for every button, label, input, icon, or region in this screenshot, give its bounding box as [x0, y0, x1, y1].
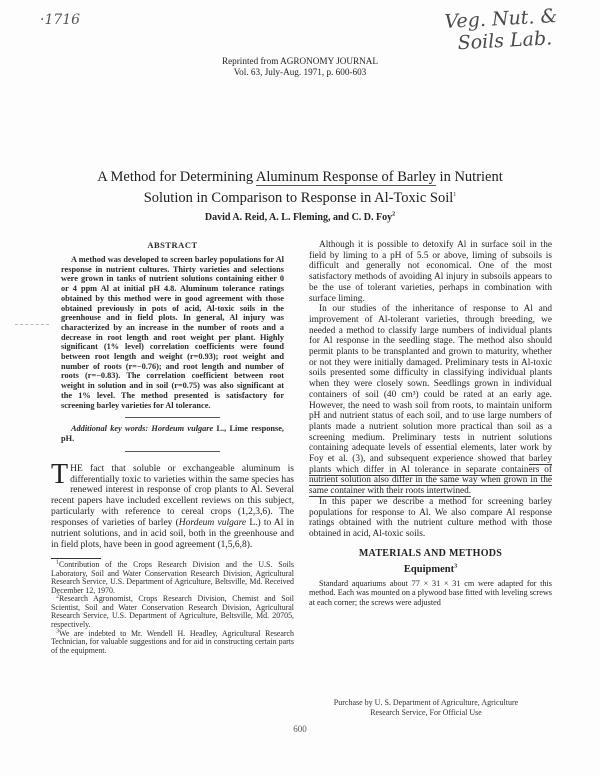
purchase-notice — [300, 698, 552, 717]
abstract-body: A method was developed to screen barley populations for Al response in nutrient cultures. Thirty varieties and selections were grown in tanks of nutrient solutions containing either 0 or 4 ppm Al at initial pH 4.8. Aluminum tolerance ratings obtained by this method were in good agreement with those obtained previously in pots of acid, Al-toxic soils in the greenhouse and in field plots. In general, Al injury was characterized by an increase in the number of roots and a decrease in root length and root weight per plant. Highly significant (1% level) correlation coefficients were found between root length and weight (r=0.93); root weight and number of roots (r=−0.76); and root length and number of roots (r=−0.83). The correlation coefficient between root weight in solution and in soil (r=0.75) was also significant at the 1% level. The method presented is satisfactory for screening barley varieties for Al tolerance. — [61, 255, 284, 410]
reprint-line2: Vol. 63, July-Aug. 1971, p. 600-603 — [233, 67, 367, 77]
subsection-heading — [309, 564, 552, 576]
reprint-line1: Reprinted from AGRONOMY JOURNAL — [221, 56, 379, 66]
authors-text: David A. Reid, A. L. Fleming, and C. D. Foy — [204, 212, 393, 223]
title-footnote-mark: 1 — [453, 192, 457, 199]
paragraph: Standard aquariums about 77 × 31 × 31 cm were adapted for this method. Each was mounted on a plywood base fitted with leveling screws at each corner; the screws were adjusted — [309, 578, 552, 607]
authors — [0, 212, 600, 224]
section-heading: MATERIALS AND METHODS — [358, 547, 503, 559]
abstract-heading: ABSTRACT — [147, 240, 198, 250]
divider — [125, 417, 220, 418]
footnote-mark: 2 — [56, 593, 59, 600]
right-column-text — [309, 240, 552, 540]
title-line2: Solution in Comparison to Response in Al-Toxic Soil — [143, 190, 454, 206]
paragraph: In this paper we describe a method for screening barley populations for response to Al. We also compare Al response ratings obtained with the nutrient culture method with those obtained in acid, Al-toxic soils. — [309, 496, 552, 539]
introduction — [51, 458, 294, 551]
equipment-text — [309, 579, 552, 608]
key-words — [61, 424, 284, 443]
paragraph — [309, 304, 552, 497]
purchase-line1: Purchase by U. S. Department of Agriculture, Agriculture — [333, 698, 519, 707]
paragraph: Although it is possible to detoxify Al in surface soil in the field by liming to a pH of 5.5 or above, liming of subsoils is difficult and generally not economical. One of the most satisfactory methods of avoiding Al injury in subsoils appears to be the use of tolerant varieties, perhaps in combination with surface liming. — [309, 240, 552, 304]
abstract — [61, 240, 284, 410]
page-number: 600 — [293, 724, 307, 734]
divider — [125, 451, 220, 452]
underlined-passage: barley plants which differ in Al tolerance in separate containers of nutrient solution also differ in the same way when grown in the same container with their roots intertwined. — [309, 454, 552, 497]
intro-text-a: HE fact that soluble or exchangeable aluminum is differentially toxic to varieties within the same species has renewed interest in response of crop plants to Al. Several recent papers have included excellent reviews on this subject, particularly with reference to cereal crops (1,2,3,6). The responses of varieties of barley ( — [51, 463, 294, 529]
title-underlined: Aluminum Response of Barley — [255, 169, 436, 185]
footnotes — [51, 561, 294, 656]
key-words-rest: L., Lime response, pH. — [61, 424, 285, 443]
footnote-text: Research Agronomist, Crops Research Division, Chemist and Soil Scientist, Soil and Water Conservation Research Division, Agricultural Research Service, U.S. Department of Agriculture, Beltsville, Md. 20705, respectively. — [51, 594, 294, 630]
footnote-mark: 1 — [56, 559, 59, 566]
footnote — [51, 595, 294, 629]
paragraph-text: In our studies of the inheritance of response to Al and improvement of Al-tolerant varieties, through breeding, we needed a method to classify large numbers of individual plants for Al response in the seedling stage. The method also should permit plants to be transplanted and grown to maturity, whether or not they were initially damaged. Preliminary tests in Al-toxic soils presented some difficulty in classifying individual plants when they were closely sown. Seedlings grown in individual containers of soil (40 cm³) could be rated at an early age. However, the need to wash soil from roots, to maintain uniform pH and nutrient status of each soil, and to use large numbers of plants made a nutrient solution more practical than soil as a screening medium. Preliminary tests in nutrient solutions containing adequate levels of essential elements, later work by Foy et al. (3), and subsequent experience showed that — [309, 304, 552, 465]
handwritten-note — [444, 5, 559, 55]
intro-text-b: L.) to Al in nutrient solutions, and in acid soil, both in the greenhouse and in field plots, have been in good agreement (1,5,6,8). — [51, 518, 294, 550]
key-words-species: Hordeum vulgare — [151, 424, 214, 434]
handwritten-note-line2: Soils Lab. — [457, 27, 553, 55]
left-column — [51, 240, 294, 655]
footnote-text: Contribution of the Crops Research Division and the U.S. Soils Laboratory, Soil and Water Conservation Research Division, Agricultural Research Service, U.S. Department of Agriculture, Beltsville, Md. Received December 12, 1970. — [51, 559, 294, 595]
reprint-notice — [0, 56, 600, 78]
right-column — [309, 240, 552, 607]
intro-species: Hordeum vulgare — [178, 518, 247, 529]
handwritten-note-line1: Veg. Nut. & — [443, 5, 558, 33]
footnote-mark: 3 — [56, 628, 59, 635]
footnote-text: We are indebted to Mr. Wendell H. Headley, Agricultural Research Technician, for valuable suggestions and for aid in constructing certain parts of the equipment. — [51, 628, 294, 655]
subsection-footnote-mark: 3 — [454, 563, 458, 570]
footnote — [51, 630, 294, 656]
paper-title — [0, 167, 600, 209]
pencil-mark — [15, 324, 49, 326]
title-part2: in Nutrient — [435, 169, 503, 185]
handwritten-number: ·1716 — [40, 12, 81, 28]
purchase-line2: Research Service, For Official Use — [370, 707, 482, 717]
title-part1: A Method for Determining — [97, 169, 256, 185]
footnote — [51, 561, 294, 595]
authors-footnote-mark: 2 — [392, 211, 396, 218]
key-words-label: Additional key words: — [71, 424, 149, 434]
drop-cap: T — [51, 458, 69, 490]
subsection-heading-text: Equipment — [403, 563, 455, 575]
